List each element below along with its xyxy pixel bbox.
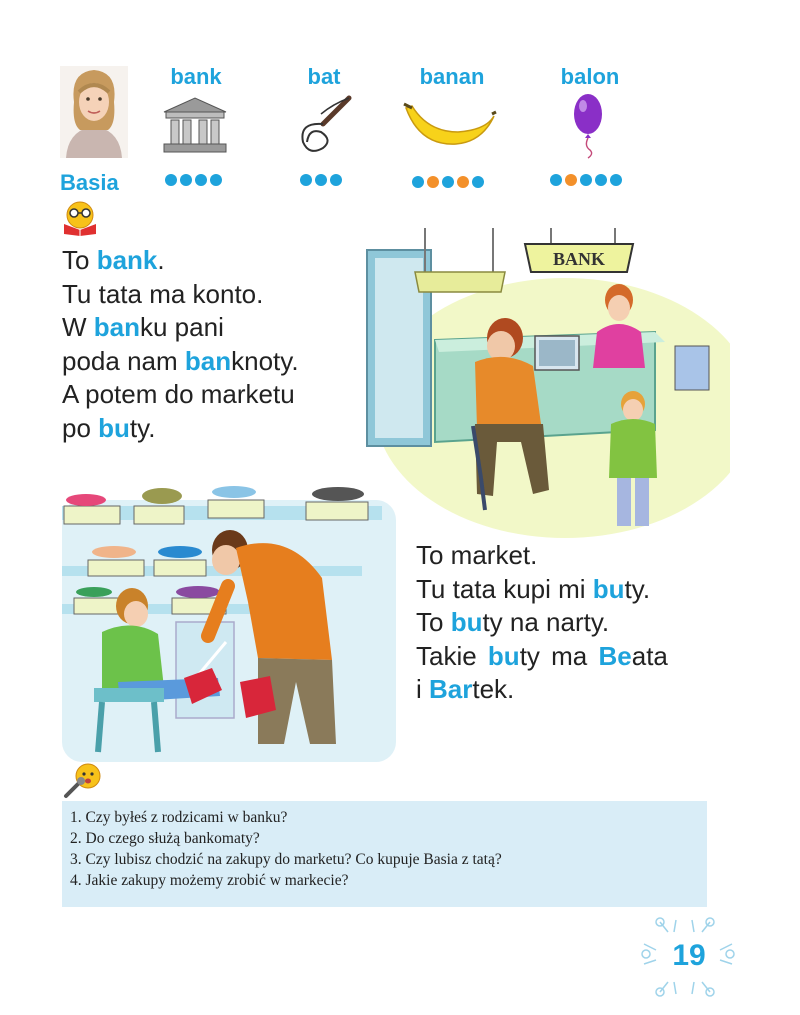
text: .: [157, 245, 165, 275]
highlight-syllable: bu: [592, 573, 625, 604]
bank-illustration: [365, 228, 730, 540]
highlight-syllable: ban: [93, 312, 140, 342]
highlight-syllable: ban: [184, 345, 232, 376]
page-number: 19: [672, 939, 706, 972]
bank-building-icon: [162, 96, 228, 154]
text-line: [62, 412, 299, 446]
dot: [300, 174, 312, 186]
text-line: [416, 640, 706, 674]
question-item: 4. Jakie zakupy możemy zrobić w markecie?: [70, 872, 349, 889]
text: ty ma: [519, 640, 599, 671]
dot: [180, 174, 192, 186]
syllable-dots-banan: [412, 176, 484, 188]
vocab-word-balon: balon: [560, 64, 620, 89]
text: tek.: [472, 674, 515, 704]
dot: [427, 176, 439, 188]
dot: [457, 176, 469, 188]
text-line: [416, 573, 706, 607]
text-line: [62, 244, 299, 278]
highlight-syllable: bu: [487, 640, 520, 671]
text: ty na narty.: [482, 607, 610, 637]
text-line: [416, 606, 706, 640]
syllable-dots-bat: [300, 174, 342, 186]
text-line: [416, 673, 706, 707]
text: Tu tata kupi mi: [416, 573, 593, 604]
text: ku pani: [140, 312, 224, 342]
microphone-emoji-icon: [62, 762, 104, 800]
highlight-syllable: bu: [98, 412, 130, 443]
text-line: [62, 345, 299, 379]
highlight-syllable: Bar: [429, 674, 473, 704]
vocab-word-banan: banan: [419, 64, 485, 89]
text: To: [62, 245, 97, 275]
text-line: To market.: [416, 540, 538, 570]
balloon-icon: [570, 92, 606, 162]
reading-emoji-icon: [60, 200, 100, 236]
vocab-word-bat: bat: [307, 64, 341, 89]
dot: [565, 174, 577, 186]
text: ata: [631, 640, 668, 671]
dot: [580, 174, 592, 186]
reading-text-bank: [62, 244, 299, 445]
text: Takie: [416, 640, 488, 671]
dot: [550, 174, 562, 186]
dot: [610, 174, 622, 186]
name-label-basia: Basia: [60, 170, 119, 195]
dot: [595, 174, 607, 186]
dot: [210, 174, 222, 186]
shoe-store-illustration: [58, 482, 400, 764]
dot: [315, 174, 327, 186]
syllable-dots-balon: [550, 174, 622, 186]
question-item: 3. Czy lubisz chodzić na zakupy do marketu? Co kupuje Basia z tatą?: [70, 851, 502, 868]
bank-sign: BANK: [552, 249, 606, 269]
text-line: [62, 311, 299, 345]
vocab-word-bank: bank: [170, 64, 222, 89]
text: i: [416, 674, 429, 704]
text: poda nam: [62, 345, 185, 376]
text-line: A potem do marketu: [62, 379, 295, 409]
text: knoty.: [231, 345, 299, 376]
dot: [165, 174, 177, 186]
dot: [330, 174, 342, 186]
banana-icon: [402, 100, 498, 152]
highlight-syllable: bu: [450, 607, 483, 637]
dot: [412, 176, 424, 188]
question-item: 2. Do czego służą bankomaty?: [70, 830, 260, 847]
text: ty.: [624, 573, 651, 604]
discussion-questions: [62, 801, 707, 907]
highlight-syllable: bank: [96, 245, 158, 275]
text: W: [62, 312, 94, 342]
highlight-syllable: Be: [598, 640, 632, 671]
text: To: [416, 607, 451, 637]
text-line: Tu tata ma konto.: [62, 278, 264, 309]
text: ty.: [129, 412, 156, 443]
syllable-dots-bank: [165, 174, 222, 186]
reading-text-market: [416, 539, 706, 707]
dot: [442, 176, 454, 188]
question-item: 1. Czy byłeś z rodzicami w banku?: [70, 809, 288, 826]
dot: [195, 174, 207, 186]
girl-photo: [60, 66, 128, 158]
text: po: [62, 412, 99, 443]
dot: [472, 176, 484, 188]
whip-icon: [293, 94, 355, 156]
